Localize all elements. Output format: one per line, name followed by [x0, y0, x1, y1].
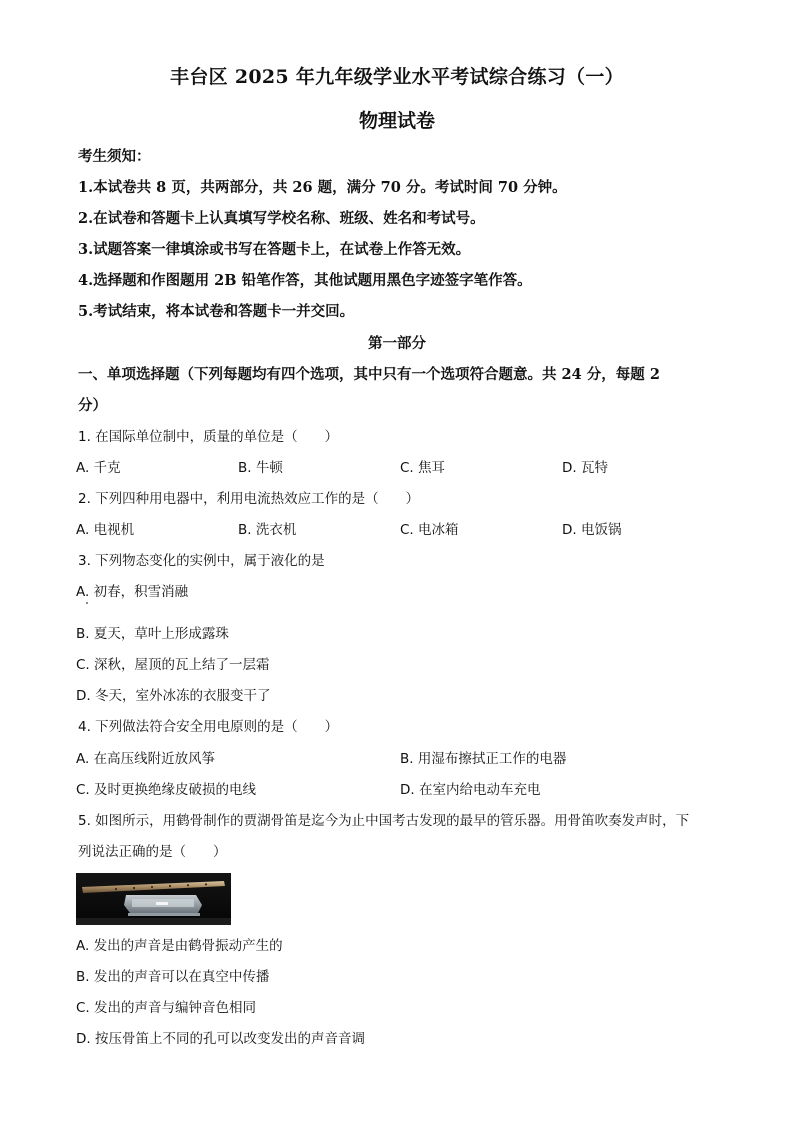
question-4-option-d: D. 在室内给电动车充电 [400, 782, 541, 798]
notice-heading: 考生须知： [78, 148, 151, 165]
question-2-option-a: A. 电视机 [76, 522, 135, 538]
question-2-option-b: B. 洗衣机 [238, 522, 297, 538]
question-4-option-c: C. 及时更换绝缘皮破损的电线 [76, 782, 257, 798]
question-2-stem: 2. 下列四种用电器中，利用电流热效应工作的是（ ） [78, 491, 420, 507]
stray-dot-mark [86, 602, 88, 604]
notice-item-1: 1.本试卷共 8 页，共两部分，共 26 题，满分 70 分。考试时间 70 分钟。 [78, 179, 567, 196]
section-instruction-line1: 一、单项选择题（下列每题均有四个选项，其中只有一个选项符合题意。共 24 分，每题 2 [78, 366, 660, 383]
bone-flute-photo [76, 873, 231, 925]
question-1-option-a: A. 千克 [76, 460, 121, 476]
question-4-option-b: B. 用湿布擦拭正工作的电器 [400, 751, 567, 767]
question-3-option-b: B. 夏天，草叶上形成露珠 [76, 626, 229, 642]
question-5-option-d: D. 按压骨笛上不同的孔可以改变发出的声音音调 [76, 1031, 365, 1047]
question-5-stem-line2: 列说法正确的是（ ） [78, 844, 227, 860]
question-4-option-a: A. 在高压线附近放风筝 [76, 751, 216, 767]
question-2-option-c: C. 电冰箱 [400, 522, 459, 538]
exam-subtitle: 物理试卷 [358, 110, 435, 132]
bone-flute-illustration [76, 873, 231, 925]
notice-item-5: 5.考试结束，将本试卷和答题卡一并交回。 [78, 303, 355, 320]
notice-item-4: 4.选择题和作图题用 2B 铅笔作答，其他试题用黑色字迹签字笔作答。 [78, 272, 532, 289]
question-3-option-a: A. 初春，积雪消融 [76, 584, 189, 600]
section-instruction-line2: 分） [78, 397, 107, 414]
question-1-option-b: B. 牛顿 [238, 460, 283, 476]
question-4-stem: 4. 下列做法符合安全用电原则的是（ ） [78, 719, 339, 735]
question-1-option-c: C. 焦耳 [400, 460, 446, 476]
question-5-option-a: A. 发出的声音是由鹤骨振动产生的 [76, 938, 283, 954]
question-2-option-d: D. 电饭锅 [562, 522, 622, 538]
question-3-stem: 3. 下列物态变化的实例中，属于液化的是 [78, 553, 325, 569]
question-1-option-d: D. 瓦特 [562, 460, 608, 476]
question-5-stem-line1: 5. 如图所示，用鹤骨制作的贾湖骨笛是迄今为止中国考古发现的最早的管乐器。用骨笛吹奏发声时，下 [78, 813, 690, 829]
part-title: 第一部分 [368, 335, 426, 352]
question-1-stem: 1. 在国际单位制中，质量的单位是（ ） [78, 429, 339, 445]
notice-item-2: 2.在试卷和答题卡上认真填写学校名称、班级、姓名和考试号。 [78, 210, 485, 227]
question-3-option-c: C. 深秋，屋顶的瓦上结了一层霜 [76, 657, 270, 673]
notice-item-3: 3.试题答案一律填涂或书写在答题卡上，在试卷上作答无效。 [78, 241, 471, 258]
question-3-option-d: D. 冬天，室外冰冻的衣服变干了 [76, 688, 271, 704]
question-5-option-b: B. 发出的声音可以在真空中传播 [76, 969, 270, 985]
exam-title: 丰台区 2025 年九年级学业水平考试综合练习（一） [170, 66, 624, 88]
question-5-option-c: C. 发出的声音与编钟音色相同 [76, 1000, 257, 1016]
